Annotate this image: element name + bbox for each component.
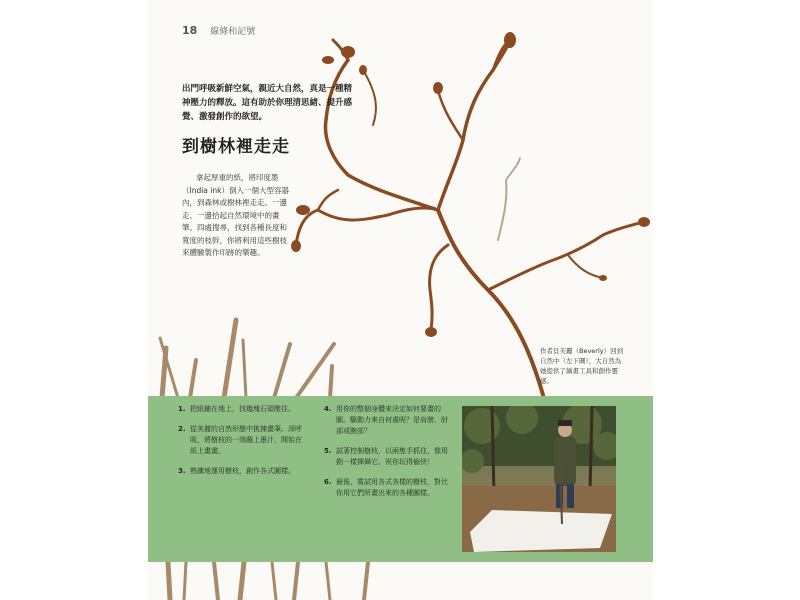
step-text: 從美麗的自然形態中挑揀畫筆。深呼吸，將樹枝的一端蘸上墨汁，開始在紙上畫畫。 (190, 425, 302, 455)
step-text: 最後，嘗試用各式各樣的樹枝，對比你用它們所畫出來的各種圖樣。 (336, 478, 448, 497)
step-text: 試著控制樹枝，以兩隻手抓住，像用劍一樣揮舞它。祝你玩得愉快！ (336, 447, 448, 466)
step-text: 熟練地運用樹枝，創作各式圖樣。 (190, 467, 295, 475)
step-number: 6. (324, 478, 332, 486)
step-item (178, 404, 308, 415)
lead-paragraph: 出門呼吸新鮮空氣，親近大自然，真是一種精神壓力的釋放。這有助於你理清思緒、提升感覺、激發創作的欲望。 (182, 84, 353, 122)
section-title: 線條和記號 (210, 27, 256, 37)
page-number: 18 (182, 24, 198, 37)
step-number: 2. (178, 425, 186, 433)
step-item (324, 446, 454, 468)
artist-photo (462, 406, 616, 552)
steps-column-right (324, 404, 454, 508)
step-item (178, 466, 308, 477)
step-item (324, 404, 454, 437)
article-title: 到樹林裡走走 (182, 137, 290, 157)
step-number: 4. (324, 405, 332, 413)
steps-column-left (178, 404, 308, 486)
step-number: 3. (178, 467, 186, 475)
step-number: 5. (324, 447, 332, 455)
step-item (178, 424, 308, 457)
step-number: 1. (178, 405, 186, 413)
step-text: 把紙鋪在地上，找幾塊石頭壓住。 (190, 405, 295, 413)
step-text: 用你的整個身體來決定如何要畫的圖。驅動力來自何處呢？是肩膀、肘部或腕部？ (336, 405, 448, 435)
sticks-illustration-bottom (148, 562, 653, 600)
forest-scene (462, 406, 616, 552)
step-item (324, 477, 454, 499)
intro-paragraph: 拿起厚重的紙，將印度墨（India ink）倒入一個大型容器內，到森林或樹林裡走走。一邊走、一邊拾起自然環境中的畫筆。四處搜尋，找到各種長度和寬度的枝幹，你將利用這些樹枝來體驗製作印跡的樂趣。 (182, 173, 289, 257)
photo-caption: 作者貝芙麗（Beverly）回到自然中（左下圖），大自然為她提供了繪畫工具和創作靈感。 (540, 347, 624, 385)
